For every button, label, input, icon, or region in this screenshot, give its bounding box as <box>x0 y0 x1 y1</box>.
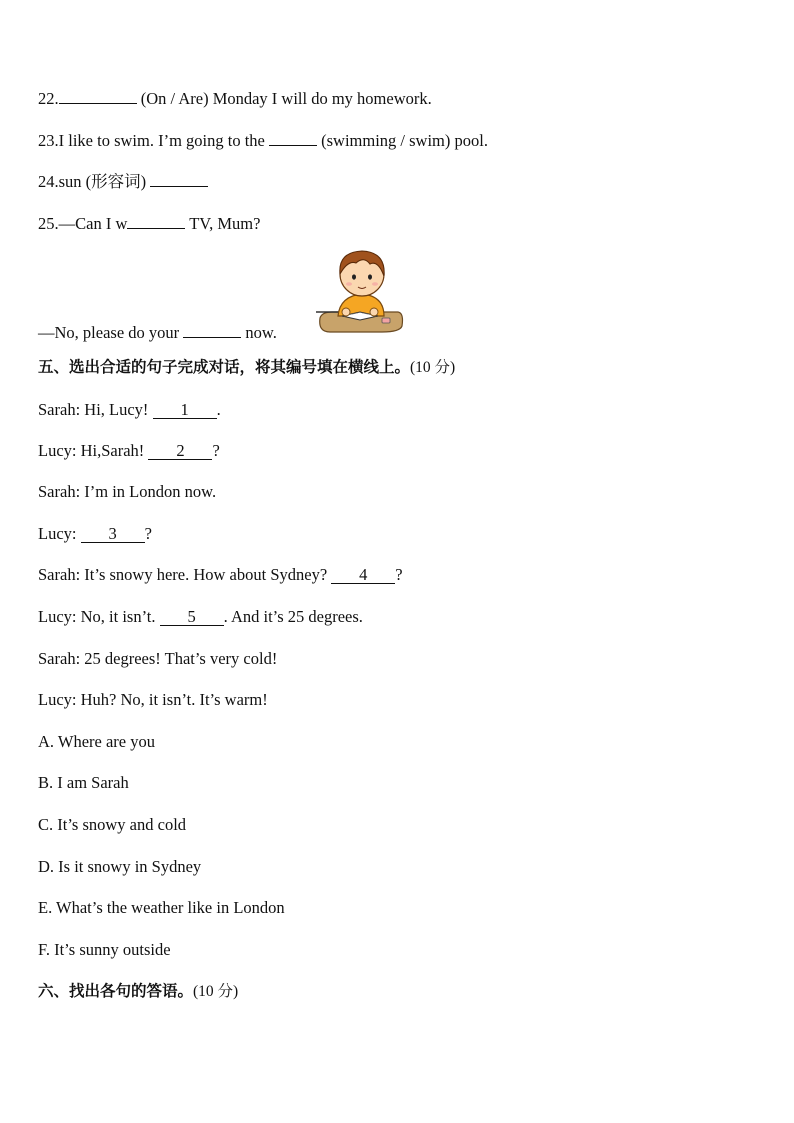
section-6-heading <box>38 981 238 1002</box>
dialogue-line <box>38 441 220 461</box>
dialogue-text: . And it’s 25 degrees. <box>223 607 363 626</box>
question-number: 22. <box>38 89 59 108</box>
dialogue-line <box>38 607 363 627</box>
question-23 <box>38 129 488 151</box>
question-text: 24.sun (形容词) <box>38 172 151 191</box>
dialogue-text: ? <box>212 441 220 460</box>
dialogue-text: ? <box>144 524 152 543</box>
section-score: (10 分) <box>410 359 456 376</box>
dialogue-text: ? <box>395 565 403 584</box>
dialogue-text: Lucy: Hi,Sarah! <box>38 441 149 460</box>
dialogue-blank[interactable]: 3 <box>81 526 145 543</box>
dialogue-line <box>38 690 268 710</box>
question-25-reply <box>38 321 277 343</box>
dialogue-blank[interactable]: 5 <box>160 609 224 626</box>
question-text: (swimming / swim) pool. <box>316 131 488 150</box>
dialogue-line <box>38 649 277 669</box>
dialogue-blank[interactable]: 4 <box>331 567 395 584</box>
question-text: —No, please do your <box>38 323 184 342</box>
dialogue-line <box>38 482 216 502</box>
question-25 <box>38 212 260 234</box>
dialogue-line <box>38 524 152 544</box>
question-22 <box>38 87 432 109</box>
section-title: 五、选出合适的句子完成对话，将其编号填在横线上。 <box>38 358 411 376</box>
option-item: B. I am Sarah <box>38 773 129 792</box>
question-24 <box>38 170 208 192</box>
option-item: A. Where are you <box>38 732 155 751</box>
option-item: E. What’s the weather like in London <box>38 898 285 917</box>
dialogue-text: Lucy: No, it isn’t. <box>38 607 160 626</box>
question-text: 23.I like to swim. I’m going to the <box>38 131 269 150</box>
option-item: D. Is it snowy in Sydney <box>38 857 202 876</box>
dialogue-text: Sarah: 25 degrees! That’s very cold! <box>38 649 278 668</box>
option-item: C. It’s snowy and cold <box>38 815 187 834</box>
question-text: (On / Are) Monday I will do my homework. <box>136 89 432 108</box>
answer-blank[interactable] <box>183 321 241 338</box>
section-score: (10 分) <box>193 983 239 1000</box>
question-text: now. <box>241 323 277 342</box>
question-text: 25.—Can I w <box>38 214 128 233</box>
option-item: F. It’s sunny outside <box>38 940 171 959</box>
section-5-heading <box>38 357 455 378</box>
dialogue-text: . <box>216 400 221 419</box>
dialogue-blank[interactable]: 1 <box>153 402 217 419</box>
answer-blank[interactable] <box>59 87 137 104</box>
dialogue-line <box>38 400 221 420</box>
dialogue-blank[interactable]: 2 <box>148 443 212 460</box>
answer-blank[interactable] <box>269 129 317 146</box>
child-writing-illustration <box>312 246 412 338</box>
question-text: TV, Mum? <box>185 214 261 233</box>
section-title: 六、找出各句的答语。 <box>38 982 194 1000</box>
dialogue-text: Sarah: I’m in London now. <box>38 482 217 501</box>
answer-blank[interactable] <box>150 170 208 187</box>
dialogue-text: Sarah: It’s snowy here. How about Sydney? <box>38 565 332 584</box>
dialogue-text: Lucy: <box>38 524 81 543</box>
dialogue-text: Lucy: Huh? No, it isn’t. It’s warm! <box>38 690 268 709</box>
dialogue-text: Sarah: Hi, Lucy! <box>38 400 153 419</box>
dialogue-line <box>38 565 403 585</box>
answer-blank[interactable] <box>127 212 185 229</box>
